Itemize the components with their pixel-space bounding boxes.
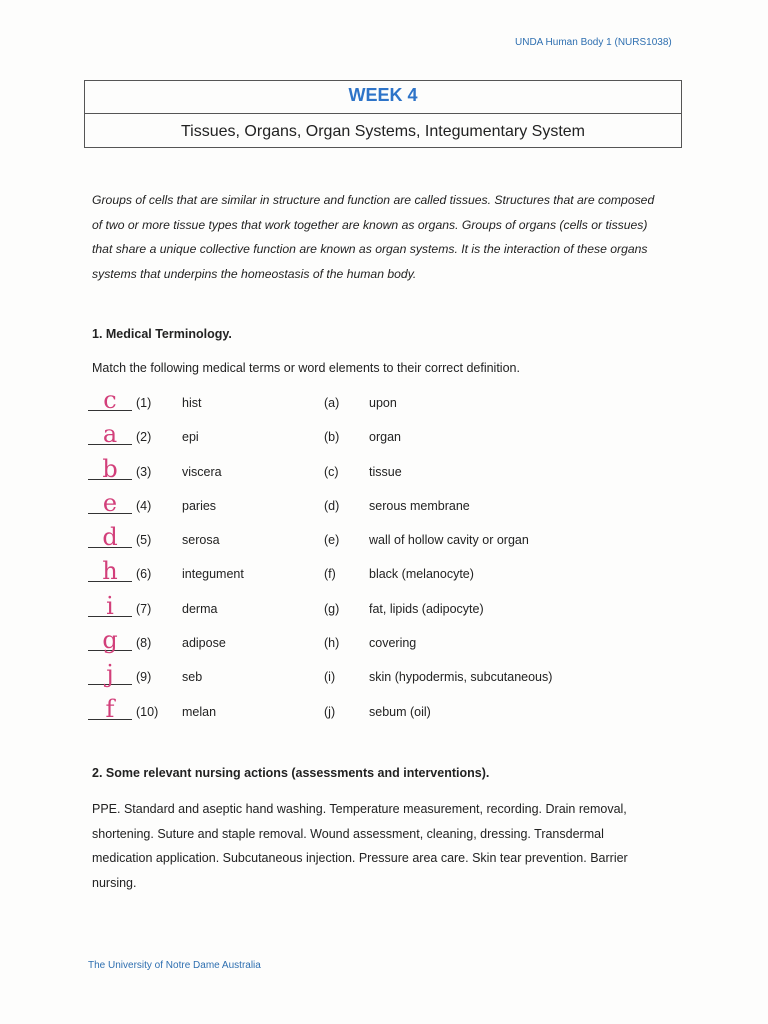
week-subtitle: Tissues, Organs, Organ Systems, Integumentary System	[181, 123, 585, 140]
term-number: (3)	[136, 464, 152, 479]
term: adipose	[182, 636, 226, 651]
match-row	[88, 523, 648, 557]
term: epi	[182, 430, 199, 445]
answer-blank[interactable]	[88, 557, 132, 586]
term-number: (8)	[136, 636, 152, 651]
handwritten-answer: h	[102, 557, 118, 586]
handwritten-answer: d	[102, 523, 118, 552]
answer-blank[interactable]	[88, 591, 132, 620]
handwritten-answer: j	[106, 660, 114, 689]
answer-blank[interactable]	[88, 660, 132, 689]
definition: sebum (oil)	[369, 704, 431, 719]
definition: skin (hypodermis, subcutaneous)	[369, 670, 553, 685]
term-number: (6)	[136, 567, 152, 582]
definition-letter: (e)	[324, 533, 340, 548]
matching-table	[88, 386, 648, 729]
handwritten-answer: g	[102, 626, 118, 655]
handwritten-answer: i	[106, 591, 114, 620]
handwritten-answer: f	[105, 694, 115, 723]
definition-letter: (h)	[324, 636, 340, 651]
handwritten-answer: c	[103, 386, 117, 414]
handwritten-answer: a	[102, 420, 118, 449]
answer-blank[interactable]	[88, 523, 132, 552]
term: seb	[182, 670, 203, 685]
match-row	[88, 695, 648, 729]
week-title: WEEK 4	[348, 85, 418, 105]
definition-letter: (f)	[324, 567, 336, 582]
term: viscera	[182, 464, 222, 479]
answer-blank[interactable]	[88, 488, 132, 517]
definition-letter: (i)	[324, 670, 336, 685]
term-number: (10)	[136, 704, 159, 719]
title-divider	[85, 113, 681, 114]
definition: tissue	[369, 464, 402, 479]
term-number: (1)	[136, 396, 152, 410]
section1-instructions: Match the following medical terms or word elements to their correct definition.	[92, 361, 520, 375]
term-number: (9)	[136, 670, 152, 685]
course-reference: UNDA Human Body 1 (NURS1038)	[515, 37, 672, 48]
definition: serous membrane	[369, 498, 470, 513]
answer-blank[interactable]	[88, 454, 132, 483]
term: hist	[182, 396, 202, 410]
term-number: (5)	[136, 533, 152, 548]
definition-letter: (c)	[324, 464, 339, 479]
definition: wall of hollow cavity or organ	[369, 533, 529, 548]
match-row	[88, 557, 648, 591]
handwritten-answer: b	[102, 454, 118, 483]
definition: covering	[369, 636, 417, 651]
term: serosa	[182, 533, 220, 548]
definition: fat, lipids (adipocyte)	[369, 601, 484, 616]
definition-letter: (j)	[324, 704, 336, 719]
answer-blank[interactable]	[88, 420, 132, 449]
definition-letter: (g)	[324, 601, 340, 616]
definition-letter: (b)	[324, 430, 340, 445]
title-box	[84, 80, 682, 148]
term: integument	[182, 567, 244, 582]
nursing-actions-paragraph: PPE. Standard and aseptic hand washing. Temperature measurement, recording. Drain removal, shortening. Suture and staple removal. Wound assessment, cleaning, dressing. Transdermal medication application. Subcutaneous injection. Pressure area care. Skin tear prevention. Barrier nursing.	[92, 802, 628, 890]
term-number: (2)	[136, 430, 152, 445]
definition: black (melanocyte)	[369, 567, 474, 582]
answer-blank[interactable]	[88, 386, 132, 414]
match-row	[88, 455, 648, 489]
handwritten-answer: e	[102, 488, 118, 517]
institution-footer: The University of Notre Dame Australia	[88, 960, 261, 971]
match-row	[88, 420, 648, 454]
term: paries	[182, 498, 217, 513]
definition-letter: (d)	[324, 498, 340, 513]
term-number: (7)	[136, 601, 152, 616]
definition-letter: (a)	[324, 396, 340, 410]
answer-blank[interactable]	[88, 626, 132, 655]
term-number: (4)	[136, 498, 152, 513]
answer-blank[interactable]	[88, 694, 132, 723]
match-row	[88, 386, 648, 420]
term: derma	[182, 601, 218, 616]
match-row	[88, 592, 648, 626]
term: melan	[182, 704, 217, 719]
definition: upon	[369, 396, 397, 410]
match-row	[88, 626, 648, 660]
intro-paragraph: Groups of cells that are similar in structure and function are called tissues. Structures that are composed of two or more tissue types that work together are known as organs. Groups of organs (cells or tissues) that share a unique collective function are known as organ systems. It is the interaction of these organs systems that underpins the homeostasis of the human body.	[92, 193, 655, 281]
section1-heading: 1. Medical Terminology.	[92, 327, 232, 341]
match-row	[88, 660, 648, 694]
definition: organ	[369, 430, 401, 445]
match-row	[88, 489, 648, 523]
section2-heading: 2. Some relevant nursing actions (assessments and interventions).	[92, 766, 490, 780]
